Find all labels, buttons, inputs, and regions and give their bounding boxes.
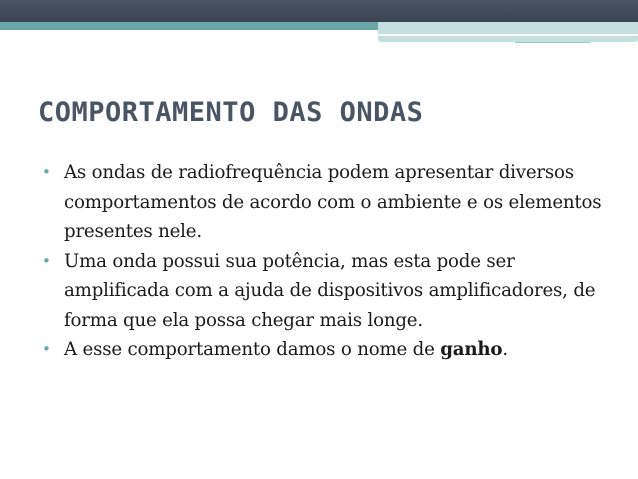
bullet-text xyxy=(64,339,508,360)
bullet-item xyxy=(42,247,602,336)
tab-underline xyxy=(515,42,590,43)
bullet-text: As ondas de radiofrequência podem apresentar diversos comportamentos de acordo com o ambiente e os elementos presentes nele. xyxy=(64,162,602,242)
top-tab-decoration xyxy=(378,22,638,42)
bullet-item xyxy=(42,335,602,365)
slide-title: COMPORTAMENTO DAS ONDAS xyxy=(38,97,424,128)
top-dark-band xyxy=(0,0,638,22)
bullet-text-before: A esse comportamento damos o nome de xyxy=(64,339,441,360)
bullet-icon: • xyxy=(42,163,51,181)
bullet-item xyxy=(42,158,602,247)
bullet-icon: • xyxy=(42,251,51,270)
bullet-icon: • xyxy=(42,340,51,358)
bullet-text-after: . xyxy=(502,339,508,360)
bullet-bold-term: ganho xyxy=(440,339,503,360)
bullet-text: Uma onda possui sua potência, mas esta pode ser amplificada com a ajuda de dispositivos amplificadores, de forma que ela possa chegar mais longe. xyxy=(64,250,596,331)
tab-highlight-line xyxy=(378,34,638,36)
bullet-list xyxy=(42,158,602,365)
